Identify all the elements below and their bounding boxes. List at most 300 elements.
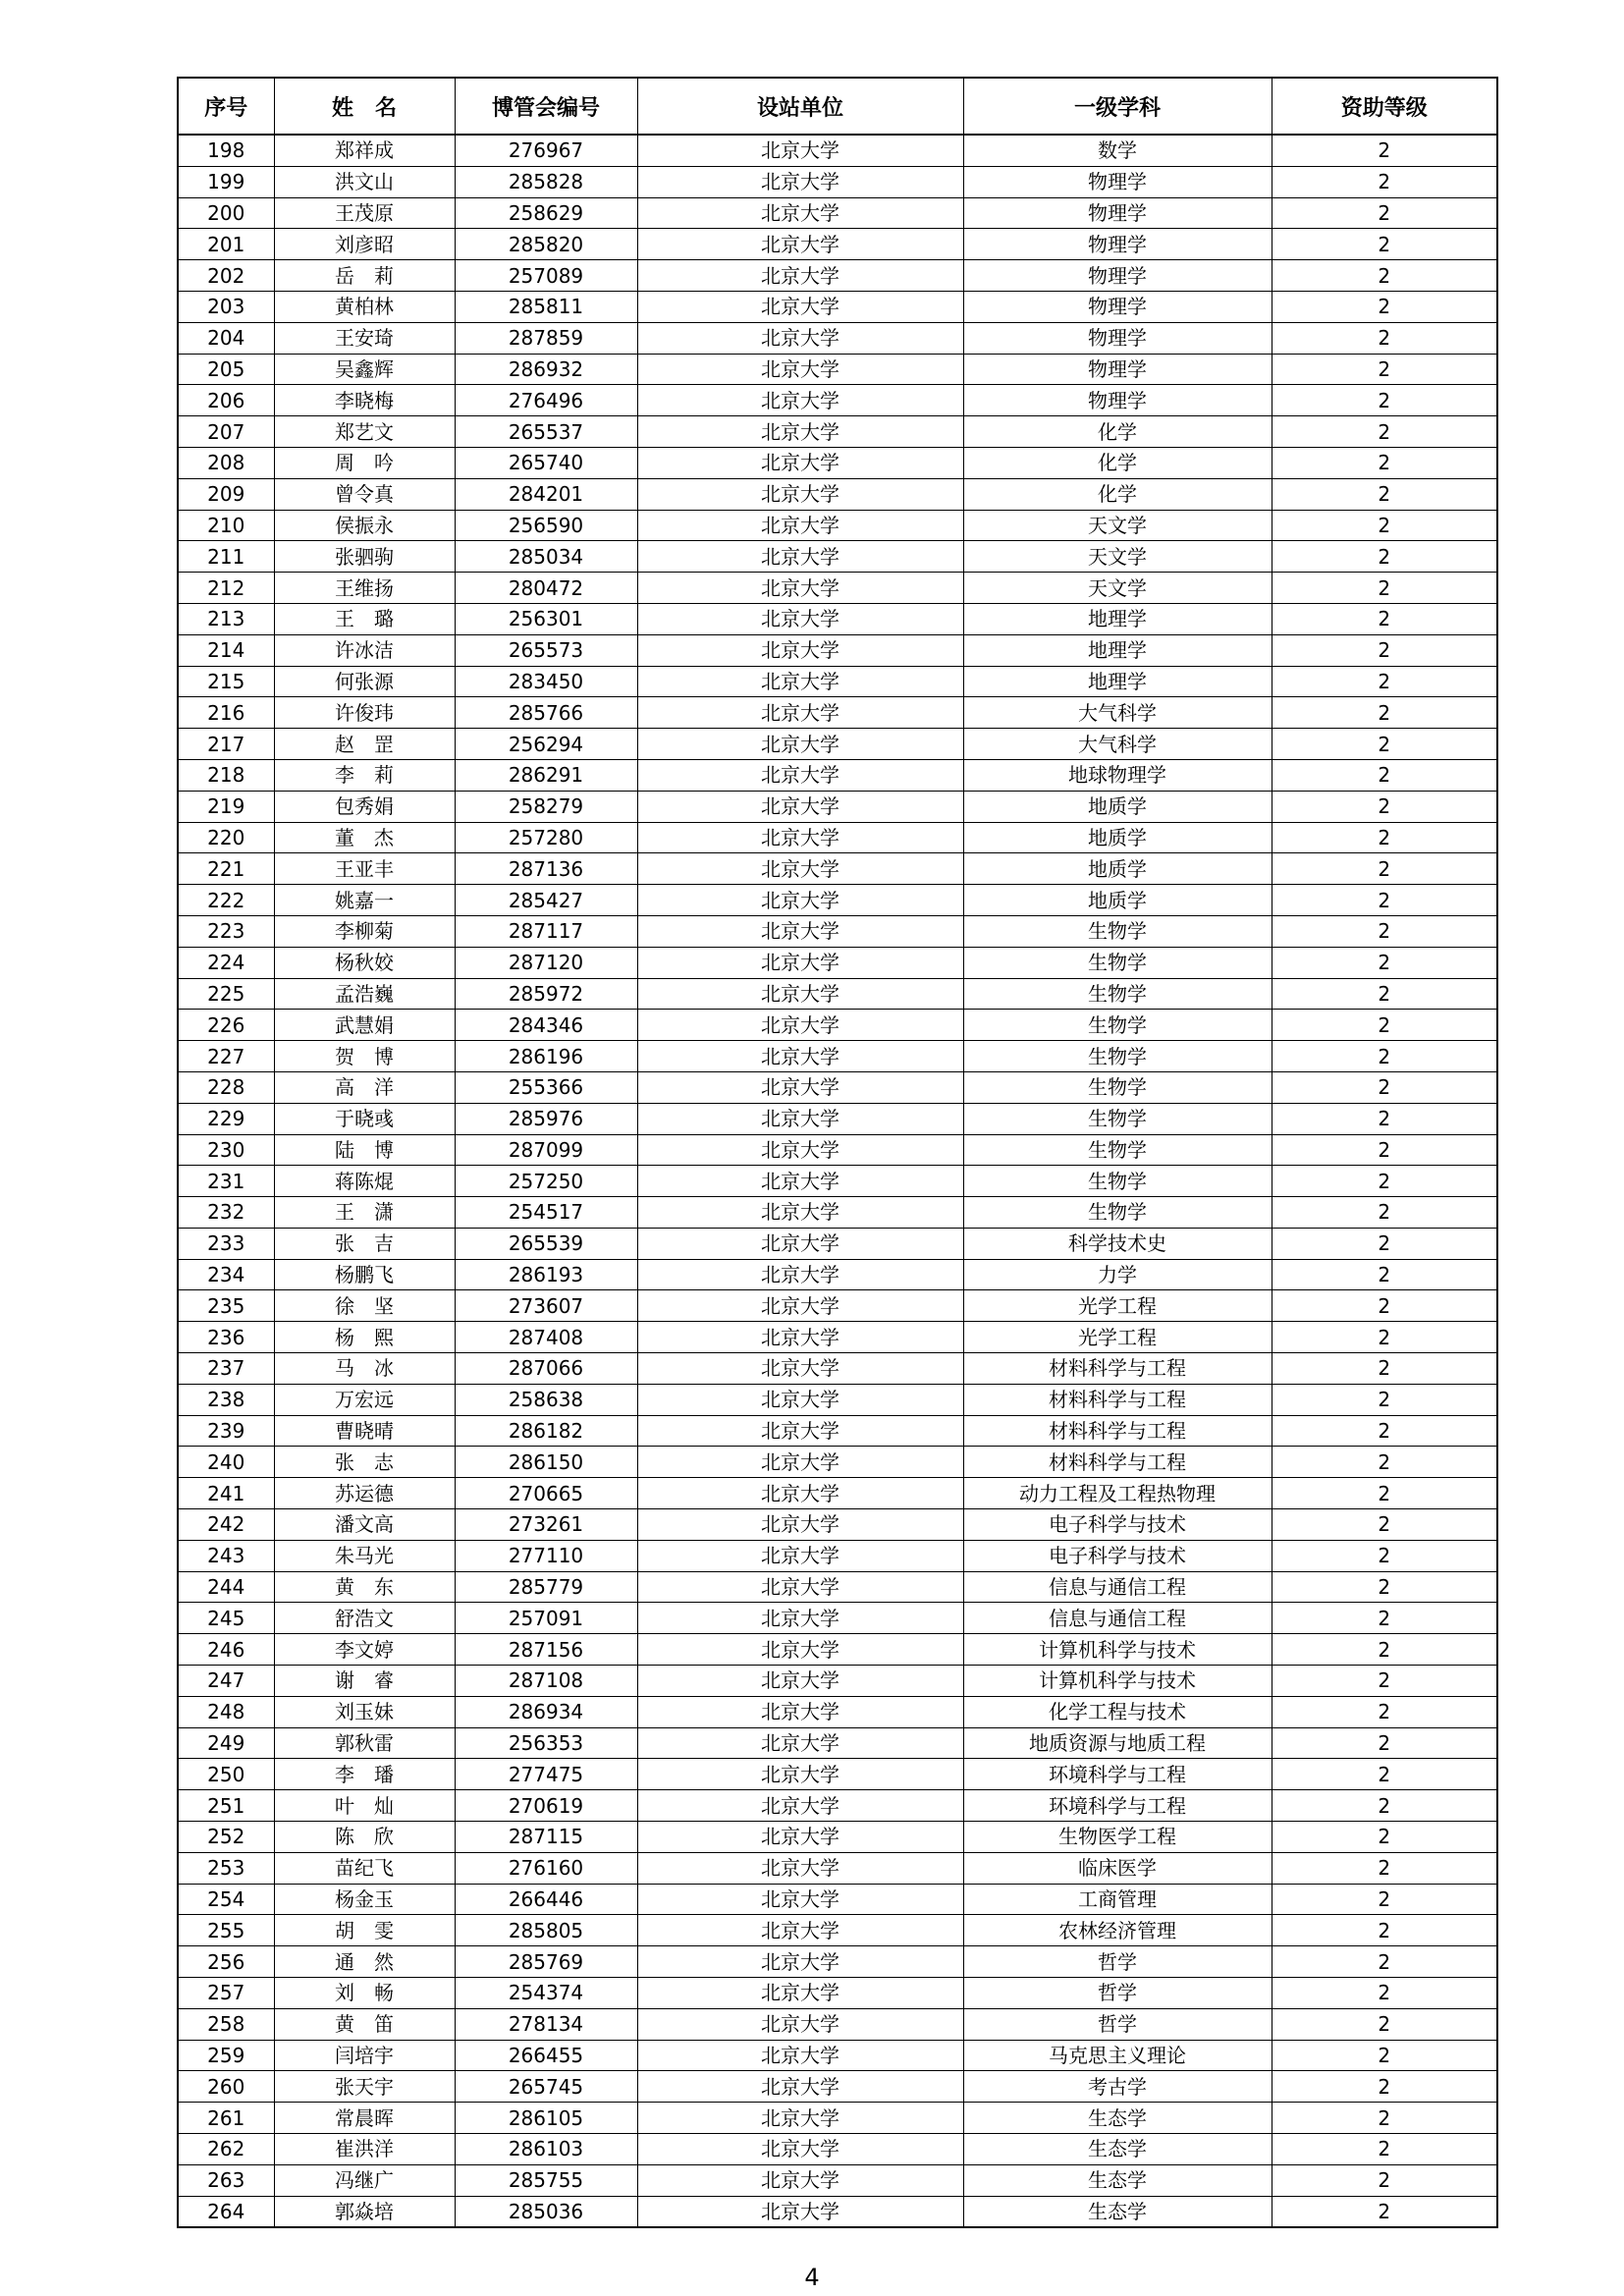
registry-number-cell: 265537 [455,416,637,448]
name-cell: 李文婷 [274,1634,455,1666]
name-cell: 杨 熙 [274,1322,455,1353]
serial-number-cell: 211 [178,541,274,573]
serial-number-cell: 238 [178,1384,274,1415]
table-row [178,1228,1497,1259]
funding-level-cell: 2 [1272,791,1497,822]
table-row [178,385,1497,416]
name-cell: 张驷驹 [274,541,455,573]
name-cell: 杨秋姣 [274,947,455,978]
serial-number-cell: 205 [178,354,274,385]
funding-level-cell: 2 [1272,634,1497,666]
serial-number-cell: 232 [178,1197,274,1229]
table-row [178,1696,1497,1727]
registry-number-cell: 256590 [455,510,637,541]
serial-number-cell: 230 [178,1134,274,1166]
discipline-cell: 材料科学与工程 [963,1353,1272,1385]
table-row [178,447,1497,478]
host-institution-cell: 北京大学 [637,1071,963,1103]
registry-number-cell: 270665 [455,1478,637,1509]
discipline-cell: 马克思主义理论 [963,2040,1272,2071]
discipline-cell: 力学 [963,1259,1272,1290]
funding-level-cell: 2 [1272,291,1497,322]
host-institution-cell: 北京大学 [637,1041,963,1072]
name-cell: 常晨晖 [274,2103,455,2134]
registry-number-cell: 287156 [455,1634,637,1666]
discipline-cell: 生物学 [963,1041,1272,1072]
host-institution-cell: 北京大学 [637,2103,963,2134]
discipline-cell: 环境科学与工程 [963,1790,1272,1822]
host-institution-cell: 北京大学 [637,1852,963,1884]
table-row [178,1415,1497,1447]
name-cell: 董 杰 [274,822,455,853]
host-institution-cell: 北京大学 [637,1259,963,1290]
header-name: 姓 名 [274,78,455,135]
name-cell: 黄 东 [274,1571,455,1603]
host-institution-cell: 北京大学 [637,1634,963,1666]
name-cell: 徐 坚 [274,1290,455,1322]
name-cell: 万宏远 [274,1384,455,1415]
host-institution-cell: 北京大学 [637,1290,963,1322]
host-institution-cell: 北京大学 [637,791,963,822]
registry-number-cell: 265740 [455,447,637,478]
serial-number-cell: 234 [178,1259,274,1290]
host-institution-cell: 北京大学 [637,729,963,760]
name-cell: 郭焱培 [274,2196,455,2227]
serial-number-cell: 240 [178,1447,274,1478]
discipline-cell: 材料科学与工程 [963,1447,1272,1478]
host-institution-cell: 北京大学 [637,947,963,978]
discipline-cell: 物理学 [963,354,1272,385]
funding-level-cell: 2 [1272,2103,1497,2134]
registry-number-cell: 286182 [455,1415,637,1447]
registry-number-cell: 285034 [455,541,637,573]
table-row [178,1010,1497,1041]
registry-number-cell: 254517 [455,1197,637,1229]
table-body [178,135,1497,2227]
host-institution-cell: 北京大学 [637,510,963,541]
table-header [178,78,1497,135]
registry-number-cell: 257091 [455,1603,637,1634]
host-institution-cell: 北京大学 [637,166,963,197]
funding-level-cell: 2 [1272,478,1497,510]
host-institution-cell: 北京大学 [637,229,963,260]
table-row [178,915,1497,947]
table-row [178,354,1497,385]
discipline-cell: 化学 [963,416,1272,448]
funding-level-cell: 2 [1272,1447,1497,1478]
table-row [178,2071,1497,2103]
host-institution-cell: 北京大学 [637,1353,963,1385]
name-cell: 赵 罡 [274,729,455,760]
registry-number-cell: 284201 [455,478,637,510]
host-institution-cell: 北京大学 [637,291,963,322]
name-cell: 杨鹏飞 [274,1259,455,1290]
discipline-cell: 生物学 [963,1103,1272,1134]
name-cell: 叶 灿 [274,1790,455,1822]
table-row [178,1259,1497,1290]
table-row [178,1134,1497,1166]
name-cell: 张 志 [274,1447,455,1478]
funding-level-cell: 2 [1272,573,1497,604]
discipline-cell: 光学工程 [963,1290,1272,1322]
name-cell: 郭秋雷 [274,1727,455,1759]
table-row [178,1509,1497,1541]
serial-number-cell: 198 [178,135,274,166]
table-row [178,822,1497,853]
host-institution-cell: 北京大学 [637,822,963,853]
serial-number-cell: 210 [178,510,274,541]
name-cell: 王 璐 [274,603,455,634]
registry-number-cell: 287099 [455,1134,637,1166]
host-institution-cell: 北京大学 [637,1790,963,1822]
header-serial-number: 序号 [178,78,274,135]
funding-level-cell: 2 [1272,1822,1497,1853]
host-institution-cell: 北京大学 [637,1759,963,1790]
host-institution-cell: 北京大学 [637,1103,963,1134]
serial-number-cell: 253 [178,1852,274,1884]
host-institution-cell: 北京大学 [637,478,963,510]
serial-number-cell: 223 [178,915,274,947]
registry-number-cell: 287117 [455,915,637,947]
serial-number-cell: 222 [178,885,274,916]
table-row [178,2134,1497,2165]
name-cell: 刘彦昭 [274,229,455,260]
registry-number-cell: 257089 [455,260,637,292]
discipline-cell: 生态学 [963,2164,1272,2196]
funding-level-cell: 2 [1272,1759,1497,1790]
funding-level-cell: 2 [1272,1166,1497,1197]
registry-number-cell: 285766 [455,697,637,729]
discipline-cell: 地理学 [963,603,1272,634]
name-cell: 曹晓晴 [274,1415,455,1447]
funding-level-cell: 2 [1272,1071,1497,1103]
funding-level-cell: 2 [1272,416,1497,448]
serial-number-cell: 213 [178,603,274,634]
table-row [178,1884,1497,1915]
table-row [178,573,1497,604]
funding-level-cell: 2 [1272,1603,1497,1634]
host-institution-cell: 北京大学 [637,541,963,573]
name-cell: 陈 欣 [274,1822,455,1853]
registry-number-cell: 286193 [455,1259,637,1290]
discipline-cell: 生物学 [963,1071,1272,1103]
table-row [178,2196,1497,2227]
discipline-cell: 光学工程 [963,1322,1272,1353]
name-cell: 李柳菊 [274,915,455,947]
serial-number-cell: 244 [178,1571,274,1603]
funding-level-cell: 2 [1272,1041,1497,1072]
registry-number-cell: 285805 [455,1915,637,1946]
funding-level-cell: 2 [1272,1915,1497,1946]
host-institution-cell: 北京大学 [637,666,963,697]
discipline-cell: 物理学 [963,166,1272,197]
discipline-cell: 考古学 [963,2071,1272,2103]
table-row [178,229,1497,260]
name-cell: 冯继广 [274,2164,455,2196]
table-row [178,1166,1497,1197]
serial-number-cell: 233 [178,1228,274,1259]
header-row [178,78,1497,135]
funding-level-cell: 2 [1272,729,1497,760]
serial-number-cell: 215 [178,666,274,697]
discipline-cell: 生态学 [963,2103,1272,2134]
funding-level-cell: 2 [1272,1322,1497,1353]
discipline-cell: 哲学 [963,2008,1272,2040]
registry-number-cell: 285976 [455,1103,637,1134]
funding-level-cell: 2 [1272,1384,1497,1415]
serial-number-cell: 247 [178,1666,274,1697]
table-row [178,759,1497,791]
host-institution-cell: 北京大学 [637,1727,963,1759]
name-cell: 郑艺文 [274,416,455,448]
registry-number-cell: 287066 [455,1353,637,1385]
funding-level-cell: 2 [1272,2071,1497,2103]
funding-level-cell: 2 [1272,1197,1497,1229]
registry-number-cell: 287859 [455,322,637,354]
table-row [178,416,1497,448]
discipline-cell: 材料科学与工程 [963,1384,1272,1415]
discipline-cell: 动力工程及工程热物理 [963,1478,1272,1509]
serial-number-cell: 236 [178,1322,274,1353]
serial-number-cell: 258 [178,2008,274,2040]
discipline-cell: 地质学 [963,853,1272,885]
table-row [178,166,1497,197]
discipline-cell: 化学工程与技术 [963,1696,1272,1727]
registry-number-cell: 286291 [455,759,637,791]
name-cell: 潘文高 [274,1509,455,1541]
registry-number-cell: 280472 [455,573,637,604]
discipline-cell: 环境科学与工程 [963,1759,1272,1790]
table-row [178,510,1497,541]
registry-number-cell: 287408 [455,1322,637,1353]
serial-number-cell: 217 [178,729,274,760]
serial-number-cell: 249 [178,1727,274,1759]
host-institution-cell: 北京大学 [637,603,963,634]
funding-level-cell: 2 [1272,1727,1497,1759]
host-institution-cell: 北京大学 [637,2071,963,2103]
name-cell: 李 莉 [274,759,455,791]
table-row [178,135,1497,166]
serial-number-cell: 221 [178,853,274,885]
serial-number-cell: 256 [178,1946,274,1978]
registry-number-cell: 285779 [455,1571,637,1603]
registry-number-cell: 258629 [455,197,637,229]
registry-number-cell: 287108 [455,1666,637,1697]
registry-number-cell: 273607 [455,1290,637,1322]
funding-level-cell: 2 [1272,2040,1497,2071]
registry-number-cell: 285811 [455,291,637,322]
host-institution-cell: 北京大学 [637,354,963,385]
serial-number-cell: 242 [178,1509,274,1541]
funding-level-cell: 2 [1272,2164,1497,2196]
table-row [178,1946,1497,1978]
table-row [178,791,1497,822]
serial-number-cell: 202 [178,260,274,292]
registry-number-cell: 273261 [455,1509,637,1541]
name-cell: 孟浩巍 [274,978,455,1010]
serial-number-cell: 260 [178,2071,274,2103]
discipline-cell: 信息与通信工程 [963,1571,1272,1603]
serial-number-cell: 254 [178,1884,274,1915]
serial-number-cell: 229 [178,1103,274,1134]
name-cell: 许俊玮 [274,697,455,729]
registry-number-cell: 285755 [455,2164,637,2196]
funding-level-cell: 2 [1272,1134,1497,1166]
serial-number-cell: 239 [178,1415,274,1447]
table-row [178,260,1497,292]
host-institution-cell: 北京大学 [637,2196,963,2227]
registry-number-cell: 285828 [455,166,637,197]
serial-number-cell: 255 [178,1915,274,1946]
funding-level-cell: 2 [1272,1353,1497,1385]
serial-number-cell: 200 [178,197,274,229]
name-cell: 王茂原 [274,197,455,229]
discipline-cell: 物理学 [963,291,1272,322]
discipline-cell: 生物学 [963,1010,1272,1041]
funding-level-cell: 2 [1272,1259,1497,1290]
serial-number-cell: 201 [178,229,274,260]
funding-level-cell: 2 [1272,1415,1497,1447]
funding-level-cell: 2 [1272,135,1497,166]
discipline-cell: 材料科学与工程 [963,1415,1272,1447]
serial-number-cell: 250 [178,1759,274,1790]
funding-level-cell: 2 [1272,2134,1497,2165]
registry-number-cell: 286105 [455,2103,637,2134]
serial-number-cell: 251 [178,1790,274,1822]
host-institution-cell: 北京大学 [637,1915,963,1946]
registry-number-cell: 285972 [455,978,637,1010]
host-institution-cell: 北京大学 [637,1166,963,1197]
host-institution-cell: 北京大学 [637,135,963,166]
discipline-cell: 地质资源与地质工程 [963,1727,1272,1759]
discipline-cell: 生物学 [963,978,1272,1010]
registry-number-cell: 256353 [455,1727,637,1759]
header-registry-number: 博管会编号 [455,78,637,135]
serial-number-cell: 227 [178,1041,274,1072]
registry-number-cell: 266446 [455,1884,637,1915]
discipline-cell: 地球物理学 [963,759,1272,791]
funding-level-cell: 2 [1272,885,1497,916]
name-cell: 吴鑫辉 [274,354,455,385]
serial-number-cell: 245 [178,1603,274,1634]
host-institution-cell: 北京大学 [637,1540,963,1571]
host-institution-cell: 北京大学 [637,1696,963,1727]
registry-number-cell: 258279 [455,791,637,822]
serial-number-cell: 203 [178,291,274,322]
funding-level-cell: 2 [1272,447,1497,478]
registry-number-cell: 284346 [455,1010,637,1041]
table-row [178,1353,1497,1385]
host-institution-cell: 北京大学 [637,2008,963,2040]
serial-number-cell: 225 [178,978,274,1010]
funding-level-cell: 2 [1272,541,1497,573]
funding-list-table [177,77,1498,2228]
serial-number-cell: 214 [178,634,274,666]
discipline-cell: 生物学 [963,1166,1272,1197]
registry-number-cell: 286934 [455,1696,637,1727]
funding-level-cell: 2 [1272,1228,1497,1259]
serial-number-cell: 226 [178,1010,274,1041]
host-institution-cell: 北京大学 [637,260,963,292]
host-institution-cell: 北京大学 [637,385,963,416]
host-institution-cell: 北京大学 [637,2164,963,2196]
name-cell: 王亚丰 [274,853,455,885]
funding-level-cell: 2 [1272,1946,1497,1978]
table-row [178,947,1497,978]
table-row [178,1978,1497,2009]
funding-level-cell: 2 [1272,666,1497,697]
table-row [178,197,1497,229]
serial-number-cell: 212 [178,573,274,604]
discipline-cell: 物理学 [963,260,1272,292]
name-cell: 刘玉妹 [274,1696,455,1727]
name-cell: 曾令真 [274,478,455,510]
funding-level-cell: 2 [1272,322,1497,354]
name-cell: 李晓梅 [274,385,455,416]
funding-level-cell: 2 [1272,229,1497,260]
serial-number-cell: 228 [178,1071,274,1103]
discipline-cell: 哲学 [963,1978,1272,2009]
registry-number-cell: 265539 [455,1228,637,1259]
name-cell: 武慧娟 [274,1010,455,1041]
host-institution-cell: 北京大学 [637,759,963,791]
registry-number-cell: 287115 [455,1822,637,1853]
funding-level-cell: 2 [1272,697,1497,729]
table-row [178,2103,1497,2134]
discipline-cell: 地质学 [963,822,1272,853]
discipline-cell: 哲学 [963,1946,1272,1978]
name-cell: 朱马光 [274,1540,455,1571]
discipline-cell: 天文学 [963,573,1272,604]
host-institution-cell: 北京大学 [637,1228,963,1259]
discipline-cell: 生物学 [963,1134,1272,1166]
registry-number-cell: 254374 [455,1978,637,2009]
host-institution-cell: 北京大学 [637,1478,963,1509]
serial-number-cell: 263 [178,2164,274,2196]
serial-number-cell: 207 [178,416,274,448]
registry-number-cell: 270619 [455,1790,637,1822]
funding-level-cell: 2 [1272,603,1497,634]
serial-number-cell: 206 [178,385,274,416]
name-cell: 姚嘉一 [274,885,455,916]
host-institution-cell: 北京大学 [637,1978,963,2009]
table-row [178,2040,1497,2071]
serial-number-cell: 261 [178,2103,274,2134]
name-cell: 周 吟 [274,447,455,478]
host-institution-cell: 北京大学 [637,447,963,478]
name-cell: 谢 睿 [274,1666,455,1697]
name-cell: 张天宇 [274,2071,455,2103]
registry-number-cell: 278134 [455,2008,637,2040]
funding-level-cell: 2 [1272,197,1497,229]
serial-number-cell: 235 [178,1290,274,1322]
registry-number-cell: 276967 [455,135,637,166]
funding-level-cell: 2 [1272,1884,1497,1915]
registry-number-cell: 286932 [455,354,637,385]
serial-number-cell: 237 [178,1353,274,1385]
table-row [178,1571,1497,1603]
discipline-cell: 物理学 [963,197,1272,229]
funding-level-cell: 2 [1272,2196,1497,2227]
table-row [178,2008,1497,2040]
table-row [178,541,1497,573]
header-host-institution: 设站单位 [637,78,963,135]
host-institution-cell: 北京大学 [637,1134,963,1166]
funding-level-cell: 2 [1272,915,1497,947]
registry-number-cell: 276496 [455,385,637,416]
table-row [178,603,1497,634]
registry-number-cell: 265745 [455,2071,637,2103]
